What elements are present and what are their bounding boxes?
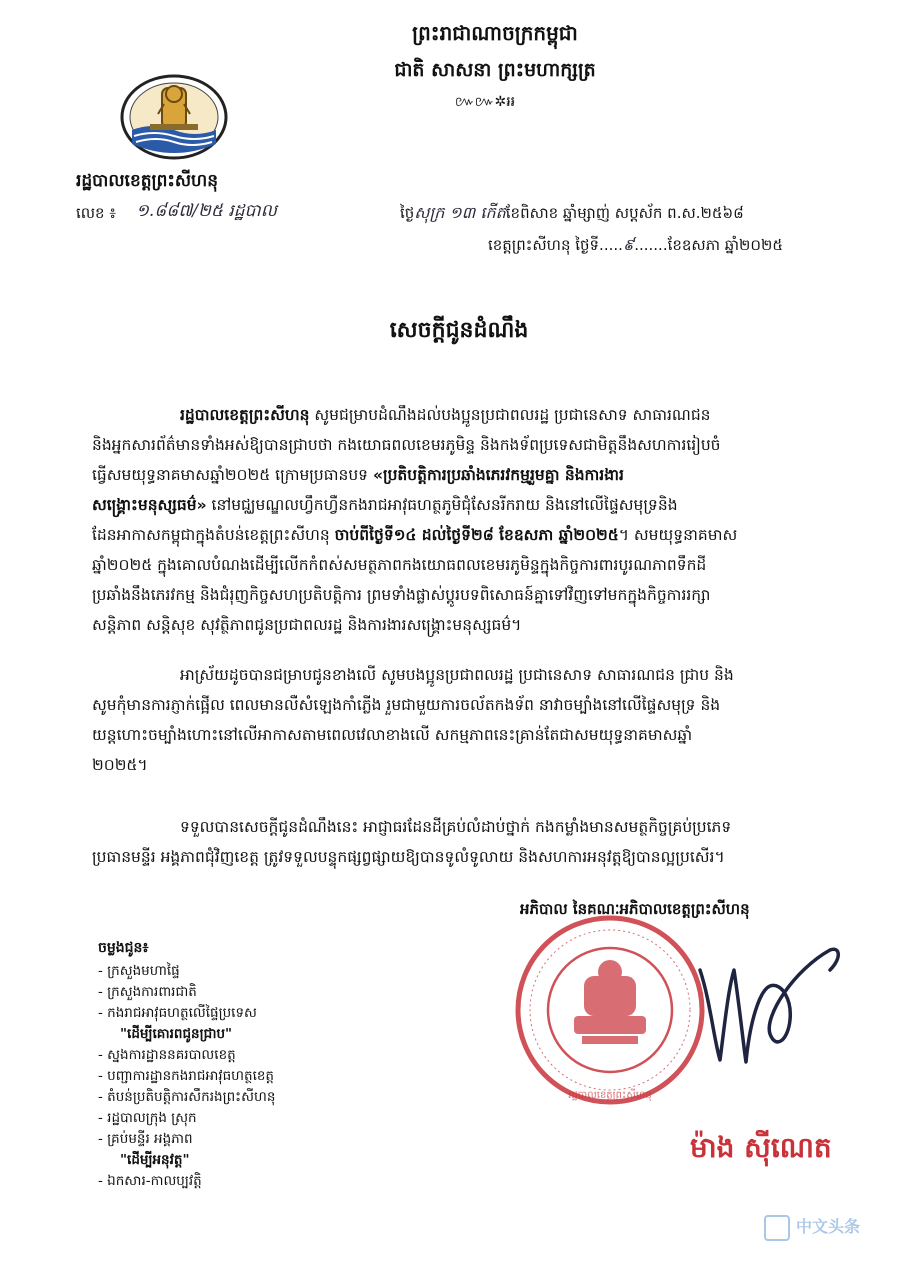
list-item: - ឯកសារ-កាលប្បវត្តិ bbox=[98, 1173, 202, 1189]
paragraph-1: រដ្ឋបាលខេត្តព្រះសីហនុ សូមជម្រាបដំណឹងដល់បងប្អូនប្រជាពលរដ្ឋ ប្រជានេសាទ សាធារណជន និងអ្នកសារព័ត៌មានទាំងអស់ឱ្យបានជ្រាបថា កងយោធពលខេមរភូមិន្ទ និងកងទ័ពប្រទេសជាមិត្តនឹងសហការរៀបចំ ធ្វើសមយុទ្ធនាគមាសឆ្នាំ២០២៥ ក្រោមប្រធានបទ «ប្រតិបត្តិការប្រឆាំងភេរវកម្មរួមគ្នា និងការងារ សង្គ្រោះមនុស្សធម៌» នៅមជ្ឈមណ្ឌលហ្វឹកហ្វឺនកងរាជអាវុធហត្ថភូមិជុំសែនរីករាយ និងនៅលើផ្ទៃសមុទ្រនិង ដែនអាកាសកម្ពុជាក្នុងតំបន់ខេត្តព្រះសីហនុ ចាប់ពីថ្ងៃទី១៤ ដល់ថ្ងៃទី២៨ ខែឧសភា ឆ្នាំ២០២៥។ សមយុទ្ធនាគមាស ឆ្នាំ២០២៥ ក្នុងគោលបំណងដើម្បីលើកកំពស់សមត្ថភាពកងយោធពលខេមរភូមិន្ទក្នុងកិច្ចការពារបូរណភាពទឹកដី ប្រឆាំងនឹងភេរវកម្ម និងជំរុញកិច្ចសហប្រតិបត្តិការ ព្រមទាំងផ្លាស់ប្តូរបទពិសោធន៍គ្នាទៅវិញទៅមកក្នុងកិច្ចការរក្សា សន្តិភាព សន្តិសុខ សុវត្ថិភាពជូនប្រជាពលរដ្ឋ និងការងារសង្គ្រោះមនុស្សធម៌។ bbox=[92, 406, 738, 634]
lunar-date: ថ្ងៃសុក្រ ១៣ កើតខែពិសាខ ឆ្នាំម្សាញ់ សប្តស័ក ព.ស.២៥៦៨ bbox=[400, 203, 744, 222]
kingdom-title: ព្រះរាជាណាចក្រកម្ពុជា bbox=[412, 21, 578, 45]
motto-ornament: ៚៚✲៛៛ bbox=[454, 94, 516, 110]
reference-number: ១.៨៨៧/២៥ រដ្ឋបាល bbox=[136, 201, 277, 221]
issuer-name: រដ្ឋបាលខេត្តព្រះសីហនុ bbox=[76, 171, 219, 191]
list-item: - រដ្ឋបាលក្រុង ស្រុក bbox=[98, 1110, 197, 1126]
reference-label: លេខ ៖ bbox=[76, 204, 116, 222]
handwritten-signature bbox=[690, 930, 850, 1070]
watermark-text: 中文头条 bbox=[796, 1217, 861, 1236]
list-item: - ស្នងការដ្ឋាននគរបាលខេត្ត bbox=[98, 1047, 236, 1063]
list-item: - តំបន់ប្រតិបត្តិការសឹករងព្រះសីហនុ bbox=[98, 1089, 276, 1105]
signatory-name: ម៉ាង ស៊ីណេត bbox=[690, 1131, 832, 1164]
list-item: - ក្រសួងមហាផ្ទៃ bbox=[98, 963, 180, 979]
signature-title: អភិបាល នៃគណៈអភិបាលខេត្តព្រះសីហនុ bbox=[520, 900, 750, 918]
copies-list bbox=[98, 938, 388, 1192]
list-item: - កងរាជអាវុធហត្ថលើផ្ទៃប្រទេស bbox=[98, 1005, 257, 1021]
copies-heading: ចម្លងជូន៖ bbox=[98, 940, 149, 956]
paragraph-2: អាស្រ័យដូចបានជម្រាបជូនខាងលើ សូមបងប្អូនប្រជាពលរដ្ឋ ប្រជានេសាទ សាធារណជន ជ្រាប និង សូមកុំមានការភ្ញាក់ផ្អើល ពេលមានលឺសំឡេងកាំភ្លើង រួមជាមួយការចល័តកងទ័ព នាវាចម្បាំងនៅលើផ្ទៃសមុទ្រ និង យន្តហោះចម្បាំងហោះនៅលើអាកាសតាមពេលវេលាខាងលើ សកម្មភាពនេះគ្រាន់តែជាសមយុទ្ធនាគមាសឆ្នាំ ២០២៥។ bbox=[92, 666, 734, 774]
list-item: - ក្រសួងការពារជាតិ bbox=[98, 984, 197, 1000]
watermark-logo-icon bbox=[764, 1215, 790, 1241]
watermark bbox=[764, 1214, 904, 1246]
national-motto: ជាតិ សាសនា ព្រះមហាក្សត្រ bbox=[394, 59, 596, 81]
solar-date: ខេត្តព្រះសីហនុ ថ្ងៃទី.....៩.......ខែឧសភា ឆ្នាំ២០២៥ bbox=[488, 235, 783, 254]
official-red-stamp bbox=[512, 912, 708, 1108]
provincial-seal-logo bbox=[118, 74, 230, 160]
list-item: - បញ្ជាការដ្ឋានកងរាជអាវុធហត្ថខេត្ត bbox=[98, 1068, 275, 1084]
list-note: "ដើម្បីគោរពជូនជ្រាប" bbox=[120, 1026, 233, 1042]
stamp-text: រដ្ឋបាលខេត្តព្រះសីហនុ bbox=[568, 1090, 652, 1101]
list-note: "ដើម្បីអនុវត្ត" bbox=[120, 1152, 190, 1168]
document-title: សេចក្តីជូនដំណឹង bbox=[389, 318, 529, 343]
paragraph-3: ទទួលបានសេចក្តីជូនដំណឹងនេះ អាជ្ញាធរដែនដីគ្រប់លំដាប់ថ្នាក់ កងកម្លាំងមានសមត្ថកិច្ចគ្រប់ប្រភេទ ប្រធានមន្ទីរ អង្គភាពជុំវិញខេត្ត ត្រូវទទួលបន្ទុកផ្សព្វផ្សាយឱ្យបានទូលំទូលាយ និងសហការអនុវត្តឱ្យបានល្អប្រសើរ។ bbox=[92, 818, 732, 866]
list-item: - គ្រប់មន្ទីរ អង្គភាព bbox=[98, 1131, 193, 1147]
